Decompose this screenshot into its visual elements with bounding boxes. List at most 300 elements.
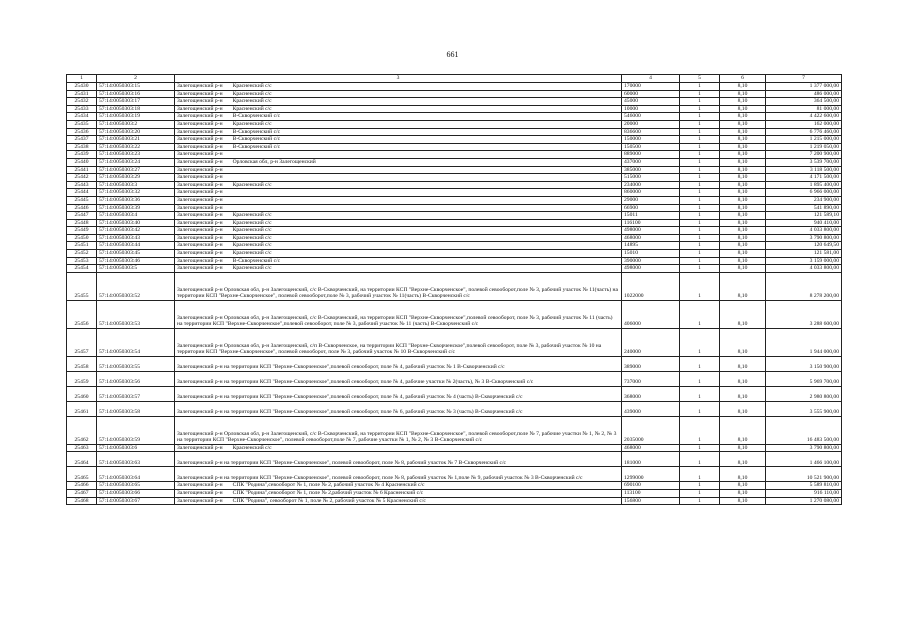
location-label: Красненский с/с xyxy=(232,234,272,241)
row-number-cell: 25445 xyxy=(67,196,97,204)
cadastral-number-cell: 57:14:0050303:44 xyxy=(97,242,175,250)
area-cell: 116100 xyxy=(622,219,680,227)
area-cell: 468000 xyxy=(622,234,680,242)
description-cell xyxy=(175,189,622,197)
description-cell xyxy=(175,98,622,106)
cadastral-number-cell: 57:14:0050303:66 xyxy=(97,490,175,498)
row-number-cell: 25452 xyxy=(67,250,97,258)
description-cell xyxy=(175,497,622,505)
district-label: Залегощенский р-н xyxy=(177,166,223,173)
quantity-cell: 1 xyxy=(680,120,720,128)
cadastral-number-cell: 57:14:0050303:65 xyxy=(97,482,175,490)
location-label: Красненский с/с xyxy=(232,83,272,89)
quantity-cell: 1 xyxy=(680,158,720,166)
area-cell: 240000 xyxy=(622,328,680,356)
cadastral-number-cell: 57:14:0050303:43 xyxy=(97,234,175,242)
cadastral-number-cell: 57:14:0050303:4 xyxy=(97,212,175,220)
rate-cell: 8,10 xyxy=(720,181,766,189)
rate-cell: 8,10 xyxy=(720,401,766,416)
district-label: Залегощенский р-н xyxy=(177,204,223,211)
cost-cell: 541 890,00 xyxy=(766,204,842,212)
rate-cell: 8,10 xyxy=(720,219,766,227)
cadastral-number-cell: 57:14:0050303:22 xyxy=(97,143,175,151)
description-cell xyxy=(175,204,622,212)
row-number-cell: 25459 xyxy=(67,371,97,386)
table-row xyxy=(67,189,842,197)
description-cell xyxy=(175,219,622,227)
cost-cell: 486 000,00 xyxy=(766,90,842,98)
quantity-cell: 1 xyxy=(680,497,720,505)
table-row xyxy=(67,452,842,467)
description-cell: Залегощенский р-н Орловская обл, р-н Залегощенский, с/п В-Скворченское, на территории КСП "Верхне-Скворченское",полевой севооборот, поле № 3, рабочий участок № 10 на территории КСП "Верхне-Скворченское", полевой севооборот, поле № 3, рабочий участок № 10 В-Скворченский с/с xyxy=(175,328,622,356)
row-number-cell: 25456 xyxy=(67,300,97,328)
cost-cell: 7 200 900,00 xyxy=(766,151,842,159)
quantity-cell: 1 xyxy=(680,452,720,467)
quantity-cell: 1 xyxy=(680,189,720,197)
quantity-cell: 1 xyxy=(680,181,720,189)
area-cell: 156800 xyxy=(622,497,680,505)
area-cell: 45000 xyxy=(622,98,680,106)
header-cell: 7 xyxy=(766,75,842,83)
description-cell xyxy=(175,250,622,258)
rate-cell: 8,10 xyxy=(720,444,766,452)
cost-cell: 4 171 500,00 xyxy=(766,174,842,182)
quantity-cell: 1 xyxy=(680,416,720,444)
rate-cell: 8,10 xyxy=(720,174,766,182)
rate-cell: 8,10 xyxy=(720,166,766,174)
row-number-cell: 25437 xyxy=(67,136,97,144)
area-cell: 10000 xyxy=(622,105,680,113)
cadastral-number-cell: 57:14:0050303:15 xyxy=(97,83,175,91)
description-cell xyxy=(175,265,622,273)
area-cell: 406000 xyxy=(622,300,680,328)
description-cell xyxy=(175,143,622,151)
table-row xyxy=(67,143,842,151)
cost-cell: 1 895 400,00 xyxy=(766,181,842,189)
quantity-cell: 1 xyxy=(680,257,720,265)
location-label: Красненский с/с xyxy=(232,90,272,97)
description-cell xyxy=(175,136,622,144)
rate-cell: 8,10 xyxy=(720,143,766,151)
description-cell xyxy=(175,120,622,128)
description-cell xyxy=(175,227,622,235)
district-label: Залегощенский р-н xyxy=(177,212,223,219)
description-cell: Залегощенский р-н Орловская обл, р-н Залегощенский, с/с В-Скворченский, на территории КСП "Верхне-Скворченское", полевой севооборот,поле № 3, рабочий участок № 11(часть) на территории КСП "Верхне-Скворченское", полевой севооборот,поле № 3, рабочий участок № 11(часть) В-Скворченский с/с xyxy=(175,272,622,300)
table-row xyxy=(67,444,842,452)
table-row xyxy=(67,490,842,498)
quantity-cell: 1 xyxy=(680,83,720,91)
table-row xyxy=(67,242,842,250)
table-row xyxy=(67,416,842,444)
cost-cell: 10 521 900,00 xyxy=(766,467,842,482)
table-row xyxy=(67,158,842,166)
row-number-cell: 25436 xyxy=(67,128,97,136)
cadastral-number-cell: 57:14:0050303:54 xyxy=(97,328,175,356)
rate-cell: 8,10 xyxy=(720,386,766,401)
description-cell: Залегощенский р-н на территории КСП "Верхне-Скворченское",полевой севооборот, поле № 4, рабочий участок № 4 (часть) В-Скворченский с/с xyxy=(175,386,622,401)
cadastral-number-cell: 57:14:0050303:42 xyxy=(97,227,175,235)
description-cell: Залегощенский р-н на территории КСП "Верхне-Скворченское",полевой севооборот, поле № 6, рабочий участок № 3 (часть) В-Скворченский с/с xyxy=(175,401,622,416)
table-row xyxy=(67,386,842,401)
rate-cell: 8,10 xyxy=(720,151,766,159)
location-label: В-Скворченский с/с xyxy=(232,113,281,120)
table-row xyxy=(67,174,842,182)
quantity-cell: 1 xyxy=(680,166,720,174)
row-number-cell: 25438 xyxy=(67,143,97,151)
location-label: Красненский с/с xyxy=(232,250,272,257)
quantity-cell: 1 xyxy=(680,250,720,258)
quantity-cell: 1 xyxy=(680,204,720,212)
description-cell xyxy=(175,257,622,265)
district-label: Залегощенский р-н xyxy=(177,227,223,234)
cadastral-number-cell: 57:14:0050303:57 xyxy=(97,386,175,401)
table-row xyxy=(67,181,842,189)
rate-cell: 8,10 xyxy=(720,113,766,121)
row-number-cell: 25441 xyxy=(67,166,97,174)
cost-cell: 5 969 700,00 xyxy=(766,371,842,386)
area-cell: 389000 xyxy=(622,356,680,371)
table-row xyxy=(67,482,842,490)
row-number-cell: 25439 xyxy=(67,151,97,159)
cost-cell: 2 980 800,00 xyxy=(766,386,842,401)
cost-cell: 16 483 500,00 xyxy=(766,416,842,444)
location-label: Красненский с/с xyxy=(232,242,272,249)
cadastral-number-cell: 57:14:0050303:20 xyxy=(97,128,175,136)
rate-cell: 8,10 xyxy=(720,242,766,250)
area-cell: 498000 xyxy=(622,265,680,273)
description-cell xyxy=(175,113,622,121)
area-cell: 385000 xyxy=(622,166,680,174)
row-number-cell: 25442 xyxy=(67,174,97,182)
page-number: 661 xyxy=(446,50,459,59)
location-label: В-Скворченский с/с xyxy=(232,136,281,143)
cost-cell: 940 410,00 xyxy=(766,219,842,227)
row-number-cell: 25434 xyxy=(67,113,97,121)
area-cell: 20000 xyxy=(622,120,680,128)
area-cell: 437000 xyxy=(622,158,680,166)
quantity-cell: 1 xyxy=(680,300,720,328)
row-number-cell: 25430 xyxy=(67,83,97,91)
rate-cell: 8,10 xyxy=(720,300,766,328)
description-cell: Залегощенский р-н Орловская обл, р-н Залегощенский, с/с В-Скворченский, на территории КСП "Верхне-Скворченское",полевой севооборот, поле № 3, рабочий участок № 11 (часть) на территории КСП "Верхне-Скворченское",полевой севооборот, поле № 3, рабочий участок № 11 (часть) В-Скворченский с/с xyxy=(175,300,622,328)
row-number-cell: 25443 xyxy=(67,181,97,189)
cadastral-number-cell: 57:14:0050303:63 xyxy=(97,452,175,467)
cadastral-number-cell: 57:14:0050303:29 xyxy=(97,174,175,182)
cost-cell: 121 581,00 xyxy=(766,250,842,258)
header-cell: 4 xyxy=(622,75,680,83)
cost-cell: 3 118 500,00 xyxy=(766,166,842,174)
area-cell: 690100 xyxy=(622,482,680,490)
quantity-cell: 1 xyxy=(680,136,720,144)
description-cell xyxy=(175,181,622,189)
area-cell: 60000 xyxy=(622,90,680,98)
row-number-cell: 25448 xyxy=(67,219,97,227)
cadastral-number-cell: 57:14:0050303:53 xyxy=(97,300,175,328)
area-cell: 1299000 xyxy=(622,467,680,482)
table-row xyxy=(67,83,842,91)
cost-cell: 3 150 900,00 xyxy=(766,356,842,371)
row-number-cell: 25446 xyxy=(67,204,97,212)
location-label: В-Скворченский с/с xyxy=(232,128,281,135)
area-cell: 368000 xyxy=(622,386,680,401)
rate-cell: 8,10 xyxy=(720,272,766,300)
table-row xyxy=(67,300,842,328)
area-cell: 113100 xyxy=(622,490,680,498)
rate-cell: 8,10 xyxy=(720,212,766,220)
rate-cell: 8,10 xyxy=(720,128,766,136)
rate-cell: 8,10 xyxy=(720,265,766,273)
row-number-cell: 25450 xyxy=(67,234,97,242)
cost-cell: 4 033 800,00 xyxy=(766,265,842,273)
location-label: Орловская обл, р-н Залегощенский xyxy=(232,158,316,165)
rate-cell: 8,10 xyxy=(720,98,766,106)
quantity-cell: 1 xyxy=(680,196,720,204)
district-label: Залегощенский р-н xyxy=(177,234,223,241)
description-cell xyxy=(175,166,622,174)
cost-cell: 1 466 100,00 xyxy=(766,452,842,467)
quantity-cell: 1 xyxy=(680,482,720,490)
district-label: Залегощенский р-н xyxy=(177,265,223,272)
header-cell: 5 xyxy=(680,75,720,83)
area-cell: 150000 xyxy=(622,136,680,144)
quantity-cell: 1 xyxy=(680,386,720,401)
cost-cell: 120 649,50 xyxy=(766,242,842,250)
description-cell xyxy=(175,128,622,136)
land-registry-table xyxy=(66,74,842,505)
location-label: Красненский с/с xyxy=(232,227,272,234)
table-row xyxy=(67,196,842,204)
description-cell: Залегощенский р-н Орловская обл, р-н Залегощенский, с/с В-Скворченский, на территории КСП "Верхне-Скворченское", полевой севооборот,поле № 7, рабочие участки № 1, № 2, № 3 на территории КСП "Верхне-Скворченское", полевой севооборот,поле № 7, рабочие участки № 1, № 2, № 3 В-Скворченский с/с xyxy=(175,416,622,444)
quantity-cell: 1 xyxy=(680,219,720,227)
quantity-cell: 1 xyxy=(680,272,720,300)
description-cell xyxy=(175,242,622,250)
table-row xyxy=(67,98,842,106)
area-cell: 1022000 xyxy=(622,272,680,300)
rate-cell: 8,10 xyxy=(720,196,766,204)
quantity-cell: 1 xyxy=(680,265,720,273)
cadastral-number-cell: 57:14:0050303:6 xyxy=(97,444,175,452)
row-number-cell: 25435 xyxy=(67,120,97,128)
quantity-cell: 1 xyxy=(680,444,720,452)
area-cell: 860000 xyxy=(622,189,680,197)
table-row xyxy=(67,257,842,265)
location-label: В-Скворченский с/с xyxy=(232,257,281,264)
district-label: Залегощенский р-н xyxy=(177,490,223,497)
district-label: Залегощенский р-н xyxy=(177,105,223,112)
district-label: Залегощенский р-н xyxy=(177,120,223,127)
quantity-cell: 1 xyxy=(680,174,720,182)
district-label: Залегощенский р-н xyxy=(177,196,223,203)
district-label: Залегощенский р-н xyxy=(177,257,223,264)
cost-cell: 8 278 200,00 xyxy=(766,272,842,300)
row-number-cell: 25458 xyxy=(67,356,97,371)
location-label: Красненский с/с xyxy=(232,120,272,127)
district-label: Залегощенский р-н xyxy=(177,482,223,489)
quantity-cell: 1 xyxy=(680,356,720,371)
row-number-cell: 25468 xyxy=(67,497,97,505)
area-cell: 15010 xyxy=(622,250,680,258)
cadastral-number-cell: 57:14:0050303:3 xyxy=(97,181,175,189)
header-cell: 1 xyxy=(67,75,97,83)
row-number-cell: 25444 xyxy=(67,189,97,197)
table-row xyxy=(67,227,842,235)
table-row xyxy=(67,128,842,136)
district-label: Залегощенский р-н xyxy=(177,151,223,158)
row-number-cell: 25440 xyxy=(67,158,97,166)
cost-cell: 3 288 600,00 xyxy=(766,300,842,328)
rate-cell: 8,10 xyxy=(720,120,766,128)
table-row xyxy=(67,328,842,356)
location-label: СПК "Родина",севооборот № 1, поле № 2,рабочий участок № 6 Красненский с/с xyxy=(232,490,424,497)
table-row xyxy=(67,250,842,258)
description-cell: Залегощенский р-н на территории КСП "Верхне-Скворченское",полевой севооборот, поле № 4, рабочие участки № 2(часть), № 3 В-Скворченский с/с xyxy=(175,371,622,386)
cost-cell: 4 422 600,00 xyxy=(766,113,842,121)
row-number-cell: 25449 xyxy=(67,227,97,235)
cadastral-number-cell: 57:14:0050303:58 xyxy=(97,401,175,416)
district-label: Залегощенский р-н xyxy=(177,219,223,226)
row-number-cell: 25460 xyxy=(67,386,97,401)
description-cell xyxy=(175,174,622,182)
cost-cell: 6 966 000,00 xyxy=(766,189,842,197)
row-number-cell: 25431 xyxy=(67,90,97,98)
row-number-cell: 25463 xyxy=(67,444,97,452)
cadastral-number-cell: 57:14:0050303:67 xyxy=(97,497,175,505)
table-row xyxy=(67,212,842,220)
rate-cell: 8,10 xyxy=(720,371,766,386)
row-number-cell: 25433 xyxy=(67,105,97,113)
table-row xyxy=(67,151,842,159)
description-cell xyxy=(175,105,622,113)
row-number-cell: 25454 xyxy=(67,265,97,273)
description-cell xyxy=(175,482,622,490)
location-label: Красненский с/с xyxy=(232,212,272,219)
area-cell: 181000 xyxy=(622,452,680,467)
description-cell xyxy=(175,90,622,98)
description-cell: Залегощенский р-н на территории КСП "Верхне-Скворченское",полевой севооборот, поле № 4, рабочий участок № 1 В-Скворченский с/с xyxy=(175,356,622,371)
cost-cell: 3 539 700,00 xyxy=(766,158,842,166)
district-label: Залегощенский р-н xyxy=(177,136,223,143)
row-number-cell: 25462 xyxy=(67,416,97,444)
header-cell: 3 xyxy=(175,75,622,83)
cost-cell: 4 033 800,00 xyxy=(766,227,842,235)
district-label: Залегощенский р-н xyxy=(177,497,223,504)
quantity-cell: 1 xyxy=(680,98,720,106)
cadastral-number-cell: 57:14:0050303:39 xyxy=(97,204,175,212)
district-label: Залегощенский р-н xyxy=(177,174,223,181)
district-label: Залегощенский р-н xyxy=(177,98,223,105)
area-cell: 546000 xyxy=(622,113,680,121)
quantity-cell: 1 xyxy=(680,105,720,113)
table-row xyxy=(67,467,842,482)
area-cell: 390000 xyxy=(622,257,680,265)
cost-cell: 121 589,10 xyxy=(766,212,842,220)
description-cell: Залегощенский р-н на территории КСП "Верхне-Скворченское", полевой севооборот, поле № 8, рабочий участок № 7 В-Скворченский с/с xyxy=(175,452,622,467)
cadastral-number-cell: 57:14:0050303:24 xyxy=(97,158,175,166)
quantity-cell: 1 xyxy=(680,151,720,159)
table-row xyxy=(67,272,842,300)
row-number-cell: 25453 xyxy=(67,257,97,265)
quantity-cell: 1 xyxy=(680,143,720,151)
cadastral-number-cell: 57:14:0050303:64 xyxy=(97,467,175,482)
district-label: Залегощенский р-н xyxy=(177,83,223,89)
rate-cell: 8,10 xyxy=(720,416,766,444)
area-cell: 14895 xyxy=(622,242,680,250)
quantity-cell: 1 xyxy=(680,401,720,416)
cost-cell: 916 110,00 xyxy=(766,490,842,498)
description-cell xyxy=(175,212,622,220)
location-label: Красненский с/с xyxy=(232,181,272,188)
table-row xyxy=(67,265,842,273)
row-number-cell: 25466 xyxy=(67,482,97,490)
location-label: Красненский с/с xyxy=(232,105,272,112)
cost-cell: 3 790 800,00 xyxy=(766,234,842,242)
header-row xyxy=(67,75,842,83)
cost-cell: 3 159 000,00 xyxy=(766,257,842,265)
quantity-cell: 1 xyxy=(680,212,720,220)
rate-cell: 8,10 xyxy=(720,482,766,490)
cadastral-number-cell: 57:14:0050303:55 xyxy=(97,356,175,371)
cadastral-number-cell: 57:14:0050303:5 xyxy=(97,265,175,273)
district-label: Залегощенский р-н xyxy=(177,181,223,188)
table-row xyxy=(67,136,842,144)
rate-cell: 8,10 xyxy=(720,105,766,113)
quantity-cell: 1 xyxy=(680,371,720,386)
district-label: Залегощенский р-н xyxy=(177,143,223,150)
cost-cell: 1 219 050,00 xyxy=(766,143,842,151)
location-label: В-Скворченский с/с xyxy=(232,143,281,150)
row-number-cell: 25464 xyxy=(67,452,97,467)
quantity-cell: 1 xyxy=(680,490,720,498)
rate-cell: 8,10 xyxy=(720,490,766,498)
location-label: СПК "Родина", севооборот № 1, поле № 2, рабочий участок № 5 Красненский с/с xyxy=(232,497,426,504)
area-cell: 170000 xyxy=(622,83,680,91)
cadastral-number-cell: 57:14:0050303:45 xyxy=(97,250,175,258)
area-cell: 737000 xyxy=(622,371,680,386)
district-label: Залегощенский р-н xyxy=(177,189,223,196)
table-row xyxy=(67,401,842,416)
rate-cell: 8,10 xyxy=(720,204,766,212)
rate-cell: 8,10 xyxy=(720,189,766,197)
cost-cell: 1 215 000,00 xyxy=(766,136,842,144)
row-number-cell: 25457 xyxy=(67,328,97,356)
description-cell: Залегощенский р-н на территории КСП "Верхне-Скворченское", полевой севооборот, поле № 8, рабочий участок № 1,поле № 9, рабочий участок № 3 В-Скворченский с/с xyxy=(175,467,622,482)
quantity-cell: 1 xyxy=(680,242,720,250)
area-cell: 2035000 xyxy=(622,416,680,444)
cadastral-number-cell: 57:14:0050303:27 xyxy=(97,166,175,174)
cadastral-number-cell: 57:14:0050303:32 xyxy=(97,189,175,197)
area-cell: 515000 xyxy=(622,174,680,182)
area-cell: 468000 xyxy=(622,444,680,452)
row-number-cell: 25455 xyxy=(67,272,97,300)
cost-cell: 1 377 000,00 xyxy=(766,83,842,91)
location-label: Красненский с/с xyxy=(232,265,272,272)
table-row xyxy=(67,204,842,212)
cost-cell: 234 900,00 xyxy=(766,196,842,204)
cadastral-number-cell: 57:14:0050303:21 xyxy=(97,136,175,144)
cadastral-number-cell: 57:14:0050303:46 xyxy=(97,257,175,265)
table-row xyxy=(67,497,842,505)
row-number-cell: 25465 xyxy=(67,467,97,482)
area-cell: 439000 xyxy=(622,401,680,416)
quantity-cell: 1 xyxy=(680,113,720,121)
description-cell xyxy=(175,83,622,91)
district-label: Залегощенский р-н xyxy=(177,90,223,97)
cadastral-number-cell: 57:14:0050303:23 xyxy=(97,151,175,159)
area-cell: 150500 xyxy=(622,143,680,151)
cost-cell: 81 000,00 xyxy=(766,105,842,113)
area-cell: 66900 xyxy=(622,204,680,212)
district-label: Залегощенский р-н xyxy=(177,158,223,165)
